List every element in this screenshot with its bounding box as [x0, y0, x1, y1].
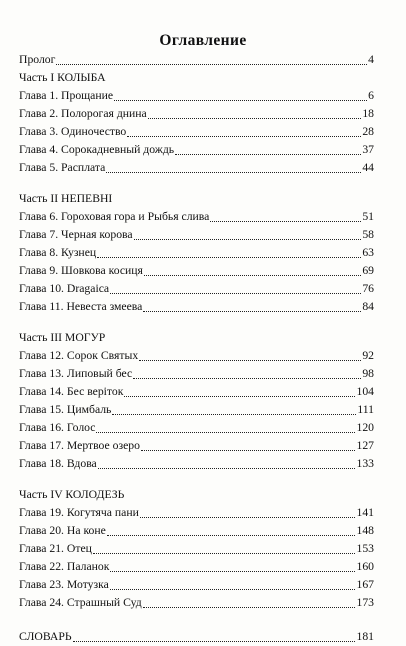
toc-entry-page: 63 [362, 246, 374, 259]
toc-entry-chapter [19, 280, 374, 298]
dot-leader [133, 377, 361, 379]
toc-entry-page: 28 [362, 125, 374, 138]
dot-leader [175, 153, 361, 155]
dot-leader [98, 467, 356, 469]
dot-leader [96, 431, 355, 433]
toc-entry-page: 58 [362, 228, 374, 241]
toc-entry-label: Глава 17. Мертвое озеро [19, 439, 140, 452]
toc-entry-page: 120 [356, 421, 374, 434]
dot-leader [210, 220, 361, 222]
toc-part [19, 69, 374, 177]
toc-entry-label: Глава 13. Липовый бес [19, 367, 133, 380]
dot-leader [110, 570, 355, 572]
toc-entry-label: СЛОВАРЬ [19, 630, 72, 643]
toc-entry-chapter [19, 419, 374, 437]
toc-entry-chapter [19, 244, 374, 262]
toc-entry-page: 141 [356, 506, 374, 519]
toc-entry-label: Глава 19. Когутяча пани [19, 506, 139, 519]
toc-entry-label: Глава 15. Цимбаль [19, 403, 112, 416]
toc-entry-label: Глава 5. Расплата [19, 161, 106, 174]
dot-leader [114, 99, 367, 101]
toc-entry-label: Глава 6. Гороховая гора и Рыбья слива [19, 210, 210, 223]
dot-leader [134, 238, 362, 240]
dot-leader [148, 117, 362, 119]
toc-entry-page: 44 [362, 161, 374, 174]
dot-leader [143, 310, 361, 312]
toc-entry-chapter [19, 504, 374, 522]
toc-entry-label: Глава 8. Кузнец [19, 246, 97, 259]
toc-part [19, 473, 374, 612]
toc-entry-page: 127 [356, 439, 374, 452]
toc-entry-chapter [19, 262, 374, 280]
toc-entry-label: Глава 22. Паланок [19, 560, 110, 573]
toc-entry-chapter [19, 347, 374, 365]
toc-part [19, 177, 374, 316]
dot-leader [144, 274, 361, 276]
toc-entry-page: 98 [362, 367, 374, 380]
toc-entry-chapter [19, 298, 374, 316]
toc-entry-page: 37 [362, 143, 374, 156]
dot-leader [143, 606, 356, 608]
toc-entry-label: Глава 18. Вдова [19, 457, 97, 470]
toc-entry-page: 181 [356, 630, 374, 643]
toc-entry-page: 51 [362, 210, 374, 223]
toc-entry-chapter [19, 522, 374, 540]
toc-entry-page: 173 [356, 596, 374, 609]
page-title: Оглавление [159, 32, 247, 49]
toc-entry-chapter [19, 437, 374, 455]
toc-entry-page: 160 [356, 560, 374, 573]
toc-entry-page: 92 [362, 349, 374, 362]
toc-entry-label: Глава 4. Сорокадневный дождь [19, 143, 175, 156]
toc-part-heading: Часть II НЕПЕВНІ [19, 192, 113, 205]
toc-entry-page: 4 [368, 53, 374, 66]
toc-entry-label: Глава 20. На коне [19, 524, 106, 537]
dot-leader [93, 552, 356, 554]
toc-part [19, 316, 374, 473]
dot-leader [141, 449, 355, 451]
toc-entry-chapter [19, 226, 374, 244]
toc-entry-chapter [19, 383, 374, 401]
toc-entry-prologue [19, 51, 374, 69]
dot-leader [112, 413, 356, 415]
toc-entry-chapter [19, 558, 374, 576]
toc-parts [19, 69, 374, 612]
toc-entry-label: Пролог [19, 53, 56, 66]
toc-entry-chapter [19, 594, 374, 612]
toc-entry-label: Глава 7. Черная корова [19, 228, 133, 241]
toc-entry-page: 84 [362, 300, 374, 313]
toc-entry-chapter [19, 208, 374, 226]
toc-entry-chapter [19, 159, 374, 177]
toc-entry-label: Глава 10. Dragaica [19, 282, 110, 295]
dot-leader [97, 256, 361, 258]
dot-leader [127, 135, 361, 137]
dot-leader [107, 534, 356, 536]
toc-entry-page: 148 [356, 524, 374, 537]
toc-entry-chapter [19, 123, 374, 141]
toc-entry-page: 69 [362, 264, 374, 277]
toc-entry-label: Глава 9. Шовкова косиця [19, 264, 143, 277]
dot-leader [124, 395, 355, 397]
toc-entry-label: Глава 14. Бес верiток [19, 385, 124, 398]
dot-leader [56, 63, 367, 65]
dot-leader [106, 171, 361, 173]
toc-entry-label: Глава 16. Голос [19, 421, 96, 434]
toc-part-heading: Часть I КОЛЫБА [19, 71, 106, 84]
dot-leader [110, 292, 361, 294]
toc-entry-label: Глава 11. Невеста змеева [19, 300, 143, 313]
toc-entry-chapter [19, 540, 374, 558]
toc-entry-glossary [19, 628, 374, 646]
toc-entry-chapter [19, 87, 374, 105]
table-of-contents [19, 51, 374, 646]
toc-entry-label: Глава 23. Мотузка [19, 578, 109, 591]
toc-part-heading: Часть III МОГУР [19, 331, 106, 344]
toc-entry-chapter [19, 576, 374, 594]
dot-leader [140, 516, 356, 518]
toc-entry-page: 153 [356, 542, 374, 555]
toc-entry-page: 111 [357, 403, 374, 416]
toc-entry-chapter [19, 365, 374, 383]
dot-leader [73, 640, 356, 642]
toc-entry-chapter [19, 401, 374, 419]
toc-part-heading: Часть IV КОЛОДЕЗЬ [19, 488, 125, 501]
toc-entry-label: Глава 1. Прощание [19, 89, 114, 102]
toc-entry-label: Глава 24. Страшный Суд [19, 596, 142, 609]
toc-entry-label: Глава 12. Сорок Святых [19, 349, 139, 362]
toc-entry-page: 18 [362, 107, 374, 120]
toc-entry-label: Глава 21. Отец [19, 542, 92, 555]
toc-entry-chapter [19, 105, 374, 123]
toc-entry-chapter [19, 455, 374, 473]
dot-leader [139, 359, 361, 361]
toc-entry-page: 6 [368, 89, 374, 102]
toc-entry-label: Глава 2. Полорогая днина [19, 107, 147, 120]
toc-entry-page: 104 [356, 385, 374, 398]
toc-entry-label: Глава 3. Одиночество [19, 125, 127, 138]
toc-entry-page: 133 [356, 457, 374, 470]
toc-entry-page: 76 [362, 282, 374, 295]
toc-entry-page: 167 [356, 578, 374, 591]
toc-entry-chapter [19, 141, 374, 159]
